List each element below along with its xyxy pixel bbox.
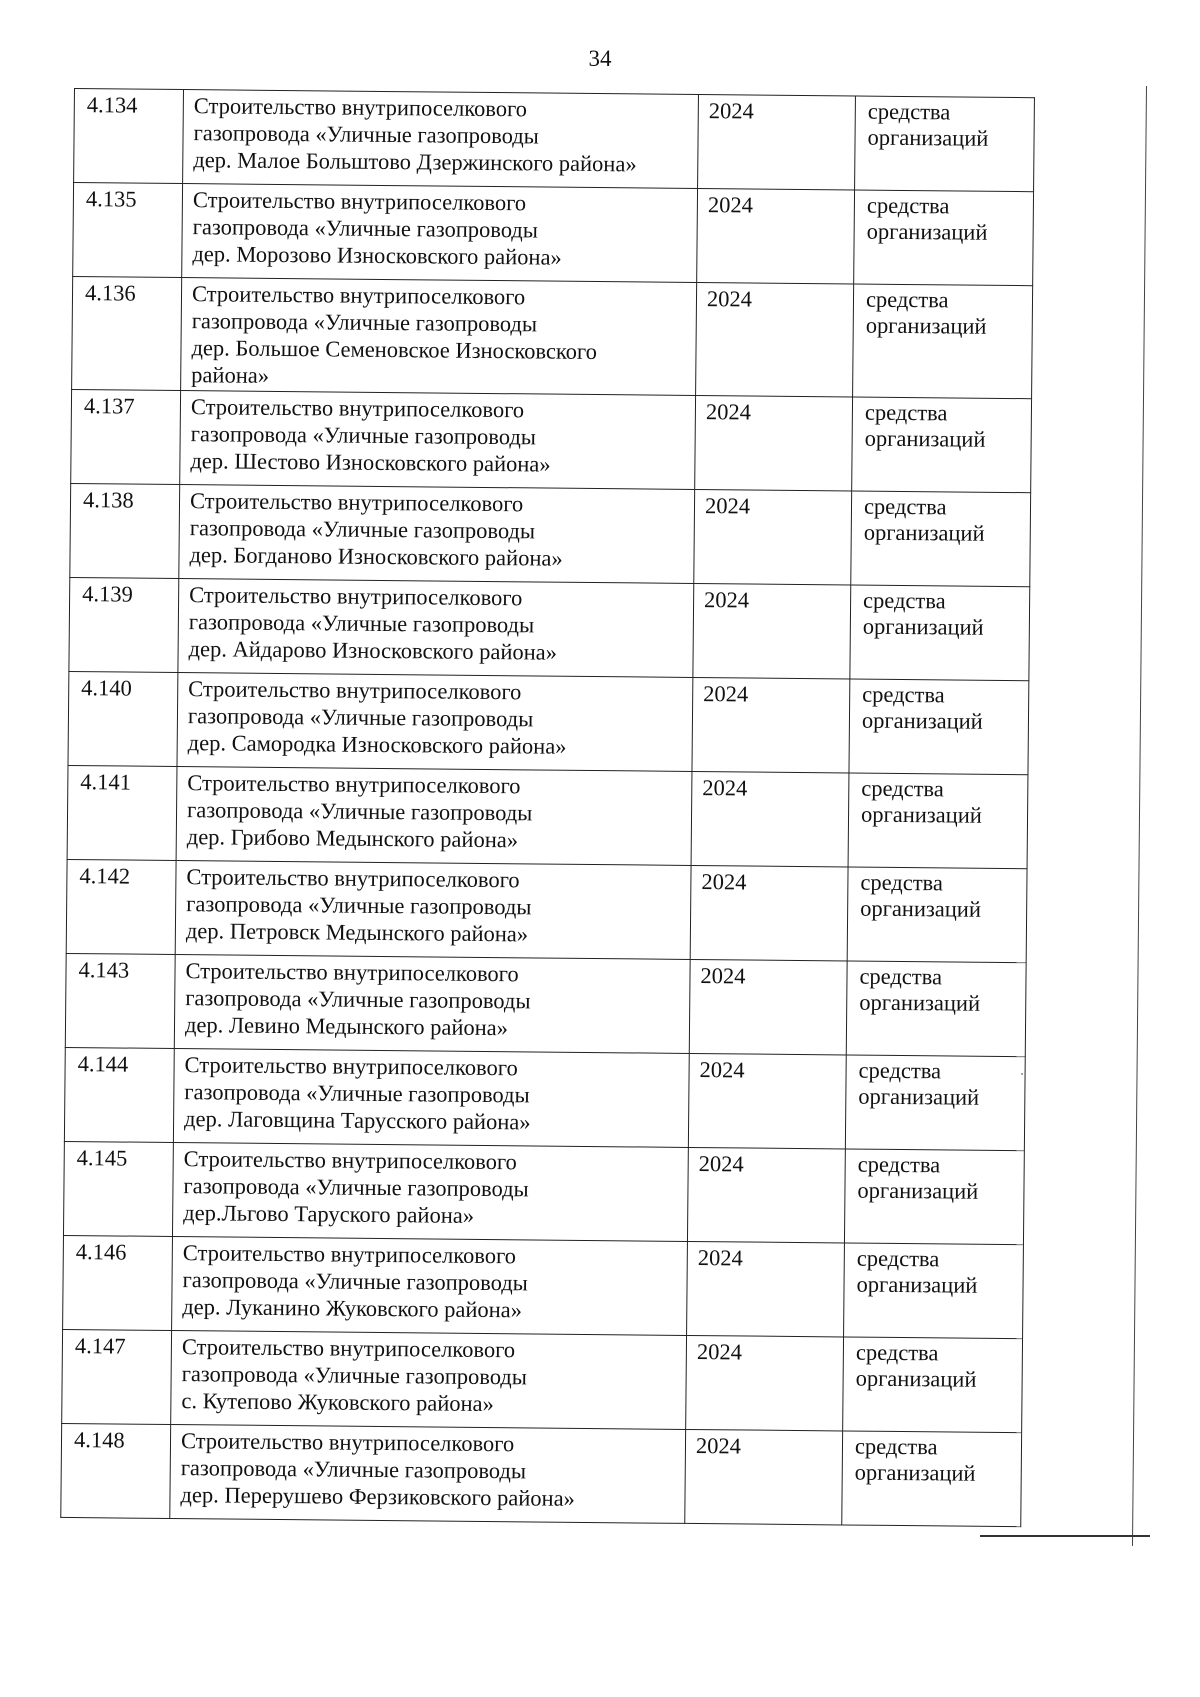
description-line: дер.Льгово Таруского района»: [183, 1200, 475, 1228]
description-line: дер. Морозово Износковского района»: [192, 241, 562, 270]
description-line: Строительство внутрипоселкового: [182, 1240, 517, 1269]
funding-source-line: средства: [863, 493, 947, 520]
description-cell: [172, 1236, 688, 1335]
funding-source-line: средства: [866, 192, 950, 219]
description-line: газопровода «Уличные газопроводы: [191, 308, 538, 337]
description-cell: [171, 1330, 687, 1429]
description-cell: [170, 1424, 686, 1523]
funding-source-line: средства: [861, 775, 944, 802]
description-line: Строительство внутрипоселкового: [192, 187, 527, 216]
year-cell: 2024: [685, 1429, 843, 1525]
description-line: газопровода «Уличные газопроводы: [188, 609, 535, 638]
item-number-cell: 4.140: [68, 671, 178, 766]
table-row: [66, 859, 1027, 962]
description-cell: [174, 955, 690, 1054]
funding-source-line: организаций: [855, 1365, 977, 1392]
item-number-cell: 4.134: [74, 89, 184, 184]
table-row: [71, 389, 1032, 492]
description-line: дер. Левино Медынского района»: [184, 1012, 509, 1041]
funding-source-line: организаций: [863, 519, 985, 546]
funding-source-line: средства: [855, 1339, 939, 1366]
funding-source-line: средства: [865, 286, 949, 313]
description-line: Строительство внутрипоселкового: [181, 1334, 516, 1363]
gas-pipeline-table: [60, 88, 1035, 1527]
description-line: газопровода «Уличные газопроводы: [185, 985, 531, 1014]
funding-source-line: организаций: [862, 613, 984, 640]
description-line: газопровода «Уличные газопроводы: [184, 1079, 530, 1108]
description-cell: [183, 90, 699, 189]
table-row: [73, 183, 1034, 286]
description-line: с. Кутепово Жуковского района»: [181, 1388, 494, 1417]
item-number-cell: 4.143: [65, 953, 175, 1048]
funding-source-line: средства: [867, 98, 951, 125]
table-row: [67, 765, 1028, 868]
description-line: газопровода «Уличные газопроводы: [183, 1173, 529, 1202]
description-line: Строительство внутрипоселкового: [180, 1428, 515, 1457]
funding-source-line: средства: [854, 1433, 938, 1460]
description-line: Строительство внутрипоселкового: [184, 1052, 518, 1081]
table-row: [68, 671, 1029, 774]
funding-source-line: средства: [857, 1151, 941, 1178]
description-line: дер. Богданово Износковского района»: [189, 542, 563, 571]
item-number-cell: 4.137: [71, 389, 181, 484]
description-line: Строительство внутрипоселкового: [189, 582, 523, 611]
funding-source-line: средства: [863, 587, 946, 614]
description-cell: [172, 1143, 688, 1242]
description-line: газопровода «Уличные газопроводы: [181, 1361, 528, 1390]
description-cell: [176, 767, 692, 866]
funding-source-cell: [842, 1431, 1022, 1527]
table-row: [63, 1235, 1024, 1338]
year-cell: 2024: [689, 959, 847, 1055]
year-cell: 2024: [696, 282, 854, 397]
table-row: [63, 1141, 1024, 1244]
bottom-rule: [980, 1535, 1150, 1537]
year-cell: 2024: [686, 1335, 844, 1431]
item-number-cell: 4.136: [72, 276, 182, 390]
item-number-cell: 4.144: [64, 1047, 174, 1142]
description-line: Строительство внутрипоселкового: [190, 394, 525, 423]
funding-source-line: средства: [864, 399, 948, 426]
description-line: дер. Самородка Износковского района»: [187, 730, 567, 759]
description-line: газопровода «Уличные газопроводы: [193, 120, 539, 149]
funding-source-cell: [849, 679, 1029, 775]
description-line: района»: [191, 362, 270, 388]
item-number-cell: 4.146: [63, 1235, 173, 1330]
table-body: [61, 89, 1035, 1527]
description-line: газопровода «Уличные газопроводы: [192, 214, 539, 243]
description-line: газопровода «Уличные газопроводы: [180, 1455, 527, 1484]
description-line: дер. Петровск Медынского района»: [185, 918, 529, 947]
funding-source-line: организаций: [861, 707, 983, 734]
funding-source-line: организаций: [858, 1083, 980, 1110]
description-line: Строительство внутрипоселкового: [191, 281, 526, 310]
table-row: [72, 276, 1033, 398]
description-line: дер. Малое Больштово Дзержинского района»: [193, 147, 637, 177]
item-number-cell: 4.138: [70, 483, 180, 578]
funding-source-cell: [847, 867, 1027, 963]
funding-source-line: организаций: [854, 1459, 976, 1486]
description-line: Строительство внутрипоселкового: [188, 676, 522, 705]
funding-source-line: средства: [858, 1057, 942, 1084]
description-cell: [180, 391, 696, 490]
description-line: Строительство внутрипоселкового: [185, 958, 519, 987]
description-cell: [179, 485, 695, 584]
year-cell: 2024: [692, 677, 850, 773]
description-line: Строительство внутрипоселкового: [186, 864, 520, 893]
funding-source-cell: [852, 397, 1032, 493]
item-number-cell: 4.145: [63, 1141, 173, 1236]
description-line: дер. Шестово Износковского района»: [190, 448, 551, 477]
funding-source-line: средства: [860, 869, 944, 896]
funding-source-cell: [845, 1055, 1025, 1151]
year-cell: 2024: [688, 1053, 846, 1149]
year-cell: 2024: [687, 1241, 845, 1337]
description-line: газопровода «Уличные газопроводы: [190, 421, 537, 450]
description-line: Строительство внутрипоселкового: [189, 488, 524, 517]
table-row: [65, 953, 1026, 1056]
funding-source-cell: [844, 1243, 1024, 1339]
item-number-cell: 4.141: [67, 765, 177, 860]
year-cell: 2024: [695, 395, 853, 491]
description-line: Строительство внутрипоселкового: [187, 770, 521, 799]
description-line: дер. Грибово Медынского района»: [186, 824, 519, 853]
funding-source-cell: [850, 585, 1030, 681]
description-cell: [177, 673, 693, 772]
description-line: дер. Луканино Жуковского района»: [182, 1294, 523, 1323]
item-number-cell: 4.142: [66, 859, 176, 954]
funding-source-line: средства: [862, 681, 945, 708]
description-line: газопровода «Уличные газопроводы: [186, 891, 532, 920]
funding-source-line: средства: [856, 1245, 940, 1272]
year-cell: 2024: [690, 865, 848, 961]
description-line: дер. Лаговщина Тарусского района»: [183, 1106, 531, 1135]
funding-source-cell: [848, 773, 1028, 869]
table-container: [60, 88, 989, 1527]
funding-source-line: организаций: [860, 895, 982, 922]
table-row: [74, 89, 1035, 192]
funding-source-line: организаций: [866, 218, 988, 245]
funding-source-line: организаций: [859, 989, 981, 1016]
year-cell: 2024: [687, 1147, 845, 1243]
description-line: дер. Перерушево Ферзиковского района»: [180, 1482, 575, 1511]
description-cell: [173, 1049, 689, 1148]
description-line: Строительство внутрипоселкового: [183, 1146, 517, 1175]
funding-source-cell: [844, 1149, 1024, 1245]
page-number: 34: [588, 46, 612, 71]
funding-source-line: организаций: [857, 1177, 979, 1204]
table-row: [70, 483, 1031, 586]
funding-source-cell: [854, 190, 1034, 286]
funding-source-line: организаций: [867, 124, 989, 151]
table-row: [62, 1329, 1023, 1432]
table-row: [69, 577, 1030, 680]
description-line: газопровода «Уличные газопроводы: [182, 1267, 528, 1296]
scan-speck: [1021, 1073, 1023, 1075]
funding-source-cell: [851, 491, 1031, 587]
funding-source-cell: [843, 1337, 1023, 1433]
funding-source-line: средства: [859, 963, 943, 990]
funding-source-cell: [846, 961, 1026, 1057]
year-cell: 2024: [698, 94, 856, 190]
year-cell: 2024: [697, 188, 855, 284]
item-number-cell: 4.148: [61, 1423, 171, 1518]
funding-source-cell: [855, 96, 1035, 192]
description-line: газопровода «Уличные газопроводы: [189, 515, 536, 544]
year-cell: 2024: [691, 771, 849, 867]
description-cell: [181, 278, 697, 396]
funding-source-line: организаций: [856, 1271, 978, 1298]
description-line: газопровода «Уличные газопроводы: [187, 703, 534, 732]
table-row: [61, 1423, 1022, 1526]
right-margin-rule: [1132, 86, 1147, 1546]
table-row: [64, 1047, 1025, 1150]
item-number-cell: 4.139: [69, 577, 179, 672]
item-number-cell: 4.135: [73, 183, 183, 278]
year-cell: 2024: [694, 489, 852, 585]
funding-source-line: организаций: [860, 801, 982, 828]
funding-source-line: организаций: [864, 425, 986, 452]
description-line: Строительство внутрипоселкового: [193, 93, 528, 122]
description-cell: [178, 579, 694, 678]
funding-source-line: организаций: [865, 312, 987, 339]
year-cell: 2024: [693, 583, 851, 679]
description-cell: [175, 861, 691, 960]
description-line: газопровода «Уличные газопроводы: [186, 797, 533, 826]
description-cell: [182, 184, 698, 283]
item-number-cell: 4.147: [62, 1329, 172, 1424]
description-line: дер. Айдарово Износковского района»: [188, 636, 558, 665]
description-line: дер. Большое Семеновское Износковского: [191, 335, 598, 365]
funding-source-cell: [853, 284, 1033, 399]
